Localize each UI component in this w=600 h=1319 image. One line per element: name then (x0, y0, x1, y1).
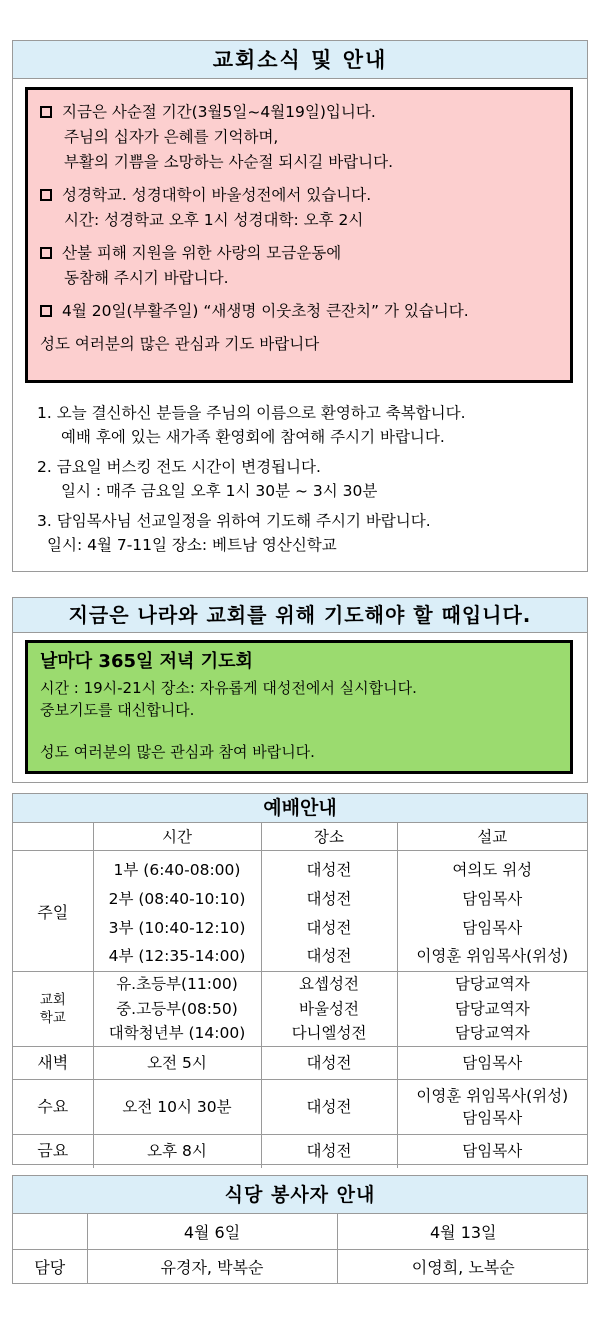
table-row: 2부 (08:40-10:10) 대성전 담임목사 (13, 884, 587, 913)
numbered-notice-list (37, 401, 466, 563)
checkbox-icon (40, 305, 52, 317)
highlight-item: 4월 20일(부활주일) “새생명 이웃초청 큰잔치” 가 있습니다. (40, 299, 560, 324)
list-item: 2. 금요일 버스킹 전도 시간이 변경됩니다. 일시 : 매주 금요일 오후 1시 30분 ~ 3시 30분 (37, 458, 378, 500)
table-row: 4부 (12:35-14:00) 대성전 이영훈 위임목사(위성) (13, 942, 587, 971)
worship-schedule-table (13, 823, 587, 1168)
table-row: 새벽 오전 5시 대성전 담임목사 (13, 1046, 587, 1079)
category-church-school: 교회 학교 (13, 971, 93, 1046)
kitchen-volunteer-panel (12, 1175, 588, 1284)
column-header-place: 장소 (261, 823, 397, 850)
date-header: 4월 6일 (87, 1214, 337, 1249)
checkbox-icon (40, 106, 52, 118)
date-header: 4월 13일 (337, 1214, 589, 1249)
highlight-closing: 성도 여러분의 많은 관심과 기도 바랍니다 (40, 335, 320, 353)
column-header-preacher: 설교 (397, 823, 587, 850)
highlight-item: 지금은 사순절 기간(3월5일~4월19일)입니다. 주님의 십자가 은혜를 기억하며, 부활의 기쁨을 소망하는 사순절 되시길 바랍니다. (40, 100, 560, 175)
prayer-closing: 성도 여러분의 많은 관심과 참여 바랍니다. (40, 743, 315, 761)
checkbox-icon (40, 189, 52, 201)
table-row: 교회 학교 유.초등부(11:00) 요셉성전 담당교역자 (13, 971, 587, 996)
category-sunday: 주일 (13, 850, 93, 971)
highlight-notice-box (25, 87, 573, 383)
prayer-meeting-title: 날마다 365일 저녁 기도회 (40, 651, 253, 672)
highlight-item: 산불 피해 지원을 위한 사랑의 모금운동에 동참해 주시기 바랍니다. (40, 241, 560, 291)
prayer-meeting-line: 시간 : 19시-21시 장소: 자유롭게 대성전에서 실시합니다. (40, 679, 417, 697)
prayer-meeting-line: 중보기도를 대신합니다. (40, 701, 195, 719)
prayer-panel (12, 597, 588, 783)
worship-schedule-title: 예배안내 (13, 794, 587, 823)
list-item: 1. 오늘 결신하신 분들을 주님의 이름으로 환영하고 축복합니다. 예배 후에 있는 새가족 환영회에 참여해 주시기 바랍니다. (37, 404, 466, 446)
table-row: 중.고등부(08:50) 바울성전 담당교역자 (13, 996, 587, 1021)
highlight-item: 성경학교. 성경대학이 바울성전에서 있습니다. 시간: 성경학교 오후 1시 성경대학: 오후 2시 (40, 183, 560, 233)
kitchen-volunteer-table (13, 1214, 589, 1284)
list-item: 3. 담임목사님 선교일정을 위하여 기도해 주시기 바랍니다. 일시: 4월 7-11일 장소: 베트남 영산신학교 (37, 512, 431, 554)
church-news-panel (12, 40, 588, 572)
category-dawn: 새벽 (13, 1046, 93, 1079)
table-row: 금요 오후 8시 대성전 담임목사 (13, 1134, 587, 1168)
table-header-row (13, 1214, 589, 1249)
table-row: 3부 (10:40-12:10) 대성전 담임목사 (13, 913, 587, 942)
column-header-time: 시간 (93, 823, 261, 850)
kitchen-volunteer-title: 식당 봉사자 안내 (13, 1176, 587, 1214)
category-wednesday: 수요 (13, 1079, 93, 1134)
table-row: 담당 유경자, 박복순 이영희, 노복순 (13, 1249, 589, 1284)
prayer-title: 지금은 나라와 교회를 위해 기도해야 할 때입니다. (13, 598, 587, 633)
table-row: 주일 1부 (6:40-08:00) 대성전 여의도 위성 (13, 850, 587, 884)
table-row: 수요 오전 10시 30분 대성전 이영훈 위임목사(위성) 담임목사 (13, 1079, 587, 1134)
table-header-row (13, 823, 587, 850)
worship-schedule-panel (12, 793, 588, 1165)
table-row: 대학청년부 (14:00) 다니엘성전 담당교역자 (13, 1021, 587, 1046)
prayer-meeting-box (25, 640, 573, 774)
category-friday: 금요 (13, 1134, 93, 1168)
row-label: 담당 (13, 1249, 87, 1284)
checkbox-icon (40, 247, 52, 259)
church-news-title: 교회소식 및 안내 (13, 41, 587, 79)
